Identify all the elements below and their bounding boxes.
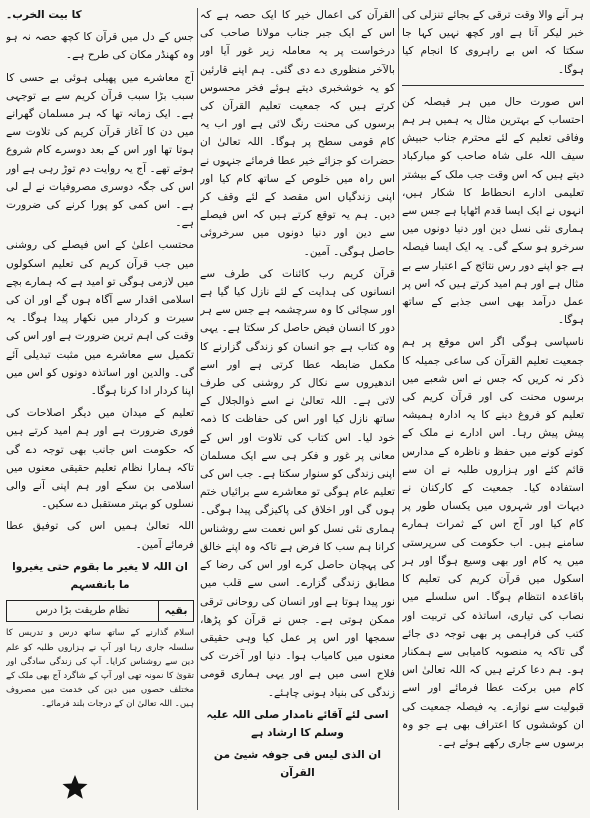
star-icon xyxy=(62,774,88,800)
paragraph: آج معاشرے میں پھیلی ہوئی بے حسی کا سبب بڑا سبب قرآن کریم سے بے توجہی ہے۔ ایک زمانہ تھا کہ ہر مسلمان گھرانے میں دن کا آغاز قرآن کریم کی تلاوت سے ہوتا تھا اور اس کے بعد دوسرے کام شروع ہوتے تھے۔ آج یہ روایت دم توڑ رہی ہے اور اس کی جگہ دوسری مصروفیات نے لے لی ہے۔ اس کمی کو پورا کرنے کی ضرورت ہے۔ xyxy=(6,71,194,230)
paragraph: اسی لئے آقائے نامدار صلی اللہ علیہ وسلم کا ارشاد ہے xyxy=(206,708,389,739)
continuation-tag: بقیہ xyxy=(158,601,193,621)
hadith-line: ان الذی لیس فی جوفہ شیئ من القرآن xyxy=(213,749,382,780)
paragraph: القرآن کی اعمال خیر کا ایک حصہ ہے کہ اس کے ایک جبر جناب مولانا صاحب کی درخواست پر یہ معاملہ زیر غور آیا اور بالآخر منظوری دے دی گئی۔ ہم اپنے قارئین کو یہ خوشخبری دیتے ہوئے فخر محسوس کرتے ہیں کہ جمعیت تعلیم القرآن کی برسوں کی محنت رنگ لائی ہے اور اب یہ کام قومی سطح پر ہوگا۔ اللہ تعالیٰ ان حضرات کو جزائے خیر عطا فرمائے جنہوں نے اس راہ میں خلوص کے ساتھ کام کیا اور اپنی زندگیاں اس مقصد کے لئے وقف کر دیں۔ ہم یہ توقع کرتے ہیں کہ اس فیصلے سے دین اور دنیا دونوں میں سرخروئی حاصل ہوگی۔ آمین۔ xyxy=(200,9,395,258)
paragraph: اس صورت حال میں ہر فیصلہ کن احتساب کے بہترین مثال یہ ہمیں ہر ہم وفاقی تعلیم کے لئے محترم جناب حبیش سیف اللہ علی شاہ صاحب کو مبارکباد دیتے ہیں کہ اس وقت جب ملک کے بیشتر تعلیمی ادارے انحطاط کا شکار ہیں، انہوں نے ایک ایسا قدم اٹھایا ہے جس سے ہماری نئی نسل دین اور دنیا دونوں میں سرخرو ہو سکے گی۔ یہ ایک ایسا فیصلہ ہے جو اپنے دور رس نتائج کے اعتبار سے بے مثال ہے اور ہم امید کرتے ہیں کہ اس پر عمل درآمد بھی اسی جذبے کے ساتھ ہوگا۔ xyxy=(402,95,584,327)
quran-verse: ان اللہ لا یغیر ما بقوم حتی یغیروا ما بانفسہم xyxy=(12,560,188,592)
paragraph: تعلیم کے میدان میں دیگر اصلاحات کی فوری ضرورت ہے اور ہم امید کرتے ہیں کہ حکومت اس جانب بھی توجہ دے گی تاکہ ہمارا نظام تعلیم حقیقی معنوں میں اسلامی بن سکے اور ہم اپنی آنے والی نسلوں کو بہتر مستقبل دے سکیں۔ xyxy=(6,407,194,511)
column-middle xyxy=(200,6,395,812)
paragraph: ناسپاسی ہوگی اگر اس موقع پر ہم جمعیت تعلیم القرآن کی ساعی جمیلہ کا ذکر نہ کریں کہ جس نے اس شعبے میں برسوں محنت کی اور قرآن کریم کی تعلیم کو فروغ دینے کا یہ ادارہ ہمیشہ پیش پیش رہا۔ اس ادارے نے ملک کے کونے کونے میں حفظ و ناظرہ کے مدارس قائم کئے اور ہزاروں طلبہ نے ان سے استفادہ کیا۔ جمعیت کے کارکنان نے دیہات اور شہروں میں یکساں طور پر کام کیا اور آج اس کے ثمرات ہمارے سامنے ہیں۔ اب حکومت کی سرپرستی میں یہ کام اور بھی وسیع ہوگا اور ہر اسکول میں قرآن کریم کی تعلیم کا باقاعدہ انتظام ہوگا۔ اس سلسلے میں نصاب کی تیاری، اساتذہ کی تربیت اور کتب کی فراہمی پر بھی توجہ دی جائے گی تاکہ یہ منصوبہ کامیابی سے ہمکنار ہو۔ ہم دعا کرتے ہیں کہ اللہ تعالیٰ اس کام میں برکت عطا فرمائے اور اسے قبولیت سے نوازے۔ یہ فیصلہ جمعیت کی ان کوششوں کا اعتراف بھی ہے جو وہ برسوں سے جاری رکھے ہوئے ہے۔ xyxy=(402,336,584,749)
column-left xyxy=(6,6,194,812)
continuation-text: اسلام گذارنے کے ساتھ ساتھ درس و تدریس کا سلسلہ جاری رہا اور آپ نے ہزاروں طلبہ کو علم دین سے روشناس کرایا۔ آپ کی زندگی سادگی اور تقویٰ کا نمونہ تھی اور آپ کے شاگرد آج بھی ملک کے مختلف حصوں میں دین کی خدمت میں مصروف ہیں۔ اللہ تعالیٰ ان کے درجات بلند فرمائے۔ xyxy=(6,628,194,710)
paragraph: اللہ تعالیٰ ہمیں اس کی توفیق عطا فرمائے آمین۔ xyxy=(6,520,194,551)
continuation-box xyxy=(6,600,194,622)
column-divider xyxy=(398,8,399,810)
continuation-title: نظام طریقت بڑا درس xyxy=(35,605,130,617)
paragraph: ہر آنے والا وقت ترقی کے بجائے تنزلی کی خبر لیکر آتا ہے اور کچھ نہیں کہا جا سکتا کہ اس بے راہروی کا انجام کیا ہوگا۔ xyxy=(402,9,584,76)
headline: کا بیت الخرب۔ xyxy=(6,9,82,21)
divider xyxy=(402,85,584,86)
column-right xyxy=(402,6,584,812)
paragraph: جس کے دل میں قرآن کا کچھ حصہ نہ ہو وہ کھنڈر مکان کی طرح ہے۔ xyxy=(6,31,194,62)
column-divider xyxy=(197,8,198,810)
paragraph: قرآن کریم رب کائنات کی طرف سے انسانوں کی ہدایت کے لئے نازل کیا گیا ہے اور سچائی کا وہ سرچشمہ ہے جس سے ہر دور کا انسان فیض حاصل کر سکتا ہے۔ یہی وہ کتاب ہے جو انسان کو زندگی گزارنے کا مکمل ضابطہ عطا کرتی ہے اور اسے اندھیروں سے نکال کر روشنی کی طرف لاتی ہے۔ اللہ تعالیٰ نے اسے ذوالجلال کے ساتھ نازل کیا اور اس کی حفاظت کا ذمہ خود لیا۔ اس کتاب کی تلاوت اور اس کے معانی پر غور و فکر ہی سے ایک مسلمان اپنی زندگی کو سنوار سکتا ہے۔ جب اس کی تعلیم عام ہوگی تو معاشرے سے برائیاں ختم ہوں گی اور اخلاق کی پاکیزگی پیدا ہوگی۔ ہماری نئی نسل کو اس نعمت سے روشناس کرانا ہم سب کا فرض ہے تاکہ وہ اپنے خالق کی پہچان حاصل کرے اور اس کی رضا کے مطابق زندگی گزارے۔ اسی سے قلب میں نور پیدا ہوتا ہے اور انسان کی روحانی ترقی ممکن ہوتی ہے۔ جس نے قرآن کو پڑھا، سمجھا اور اس پر عمل کیا وہی حقیقی معنوں میں کامیاب ہوا۔ دنیا اور آخرت کی فلاح اسی میں ہے اور یہی ہماری قومی زندگی کی بنیاد ہونی چاہئے۔ xyxy=(200,267,395,699)
paragraph: محتسب اعلیٰ کے اس فیصلے کی روشنی میں جب قرآن کریم کی تعلیم اسکولوں میں لازمی ہوگی تو امید ہے کہ ہمارے بچے اسلامی اقدار سے آگاہ ہوں گے اور ان کی سیرت و کردار میں نکھار پیدا ہوگا۔ یہ وقت کی اہم ترین ضرورت ہے اور اس کی تکمیل سے معاشرے میں مثبت تبدیلی آئے گی۔ والدین اور اساتذہ دونوں کو اس میں اپنا کردار ادا کرنا ہوگا۔ xyxy=(6,239,194,398)
